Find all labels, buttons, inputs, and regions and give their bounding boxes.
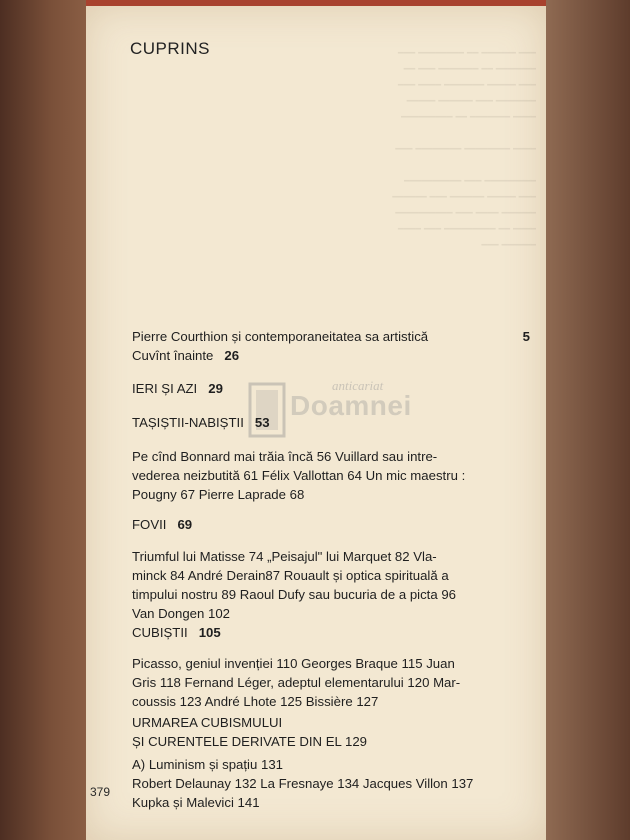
toc-entry-page: 5 [522,329,530,344]
bleed-through-text: ━━━ ━━━━━━ ━━ ━━━━━━━━ ━━━ ━━━━━━━ ━━ ━━━━━━━ ━━━ ━━ ━━━ ━━━━━ ━━━━━━━ ━━━━ ━━━ ━━━━━━━ ━━━ ━━━━━━ ━━━━━ ━━━━ ━━━━━━━ ━━ ━━━━━━━━━ ━━━━ ━━━━━━━━ ━━━━━━━━ ━━━ ━━━━━━━━━ ━━━ ━━━━━━━━━━ ━━━ ━━━━━ ━━━━━━ ━━━ ━━━━━━ ━━━━━━ ━━━━ ━━━ ━━━━━━━━━━ ━━━━ ━━ ━━━━━━━━━ ━━━ ━━━━ ━━━━━━ ━━━ [392,48,536,251]
toc-section-title: IERI ȘI AZI [132,381,198,396]
toc-line: Pe cînd Bonnard mai trăia încă 56 Vuillard sau intre- [132,449,438,464]
toc-subentries [132,547,532,623]
toc-entry-page: 26 [224,348,240,363]
toc-line: vederea neizbutită 61 Félix Vallottan 64 Un mic maestru : [132,468,466,483]
toc-line: A) Luminism și spațiu 131 [132,757,283,772]
toc-line: Van Dongen 102 [132,606,231,621]
toc-subentries [132,654,532,711]
book-edge-right [546,0,630,840]
toc-section-title: CUBIȘTII [132,625,188,640]
toc-line: Triumful lui Matisse 74 „Peisajul" lui Marquet 82 Vla- [132,549,437,564]
toc-section-page: 105 [198,625,221,640]
toc-entry-text: Cuvînt înainte [132,348,214,363]
toc-title: CUPRINS [130,39,211,58]
toc-line: minck 84 André Derain87 Rouault și optica spirituală a [132,568,449,583]
toc-line: Kupka și Malevici 141 [132,795,260,810]
book-edge-left [0,0,86,840]
toc-section [132,413,532,432]
toc-section [132,623,532,642]
toc-entry [132,327,532,346]
toc-subentries [132,447,532,504]
toc-entry-text: Pierre Courthion și contemporaneitatea sa artistică [132,329,429,344]
page-number: 379 [90,785,111,799]
toc-section-title: FOVII [132,517,167,532]
toc-section [132,713,532,751]
toc-line: timpului nostru 89 Raoul Dufy sau bucuria de a picta 96 [132,587,457,602]
toc-entry [132,346,532,365]
toc-section-title: ȘI CURENTELE DERIVATE DIN EL 129 [132,734,367,749]
toc-line: Pougny 67 Pierre Laprade 68 [132,487,305,502]
toc-section [132,515,532,534]
toc-section-title: URMAREA CUBISMULUI [132,715,283,730]
toc-section [132,379,532,398]
watermark-small-text: anticariat [332,378,384,393]
toc-line: Picasso, geniul invenției 110 Georges Braque 115 Juan [132,656,455,671]
toc-section-page: 53 [254,415,270,430]
toc-section-title: TAȘIȘTII-NABIȘTII [132,415,244,430]
toc-line: Gris 118 Fernand Léger, adeptul elementarului 120 Mar- [132,675,461,690]
watermark-large-text: Doamnei [290,390,412,421]
book-page [86,6,546,840]
toc-line: coussis 123 André Lhote 125 Bissière 127 [132,694,379,709]
toc-section-page: 29 [208,381,223,396]
toc-subentries [132,755,532,812]
toc-section-page: 69 [177,517,193,532]
toc-line: Robert Delaunay 132 La Fresnaye 134 Jacques Villon 137 [132,776,474,791]
